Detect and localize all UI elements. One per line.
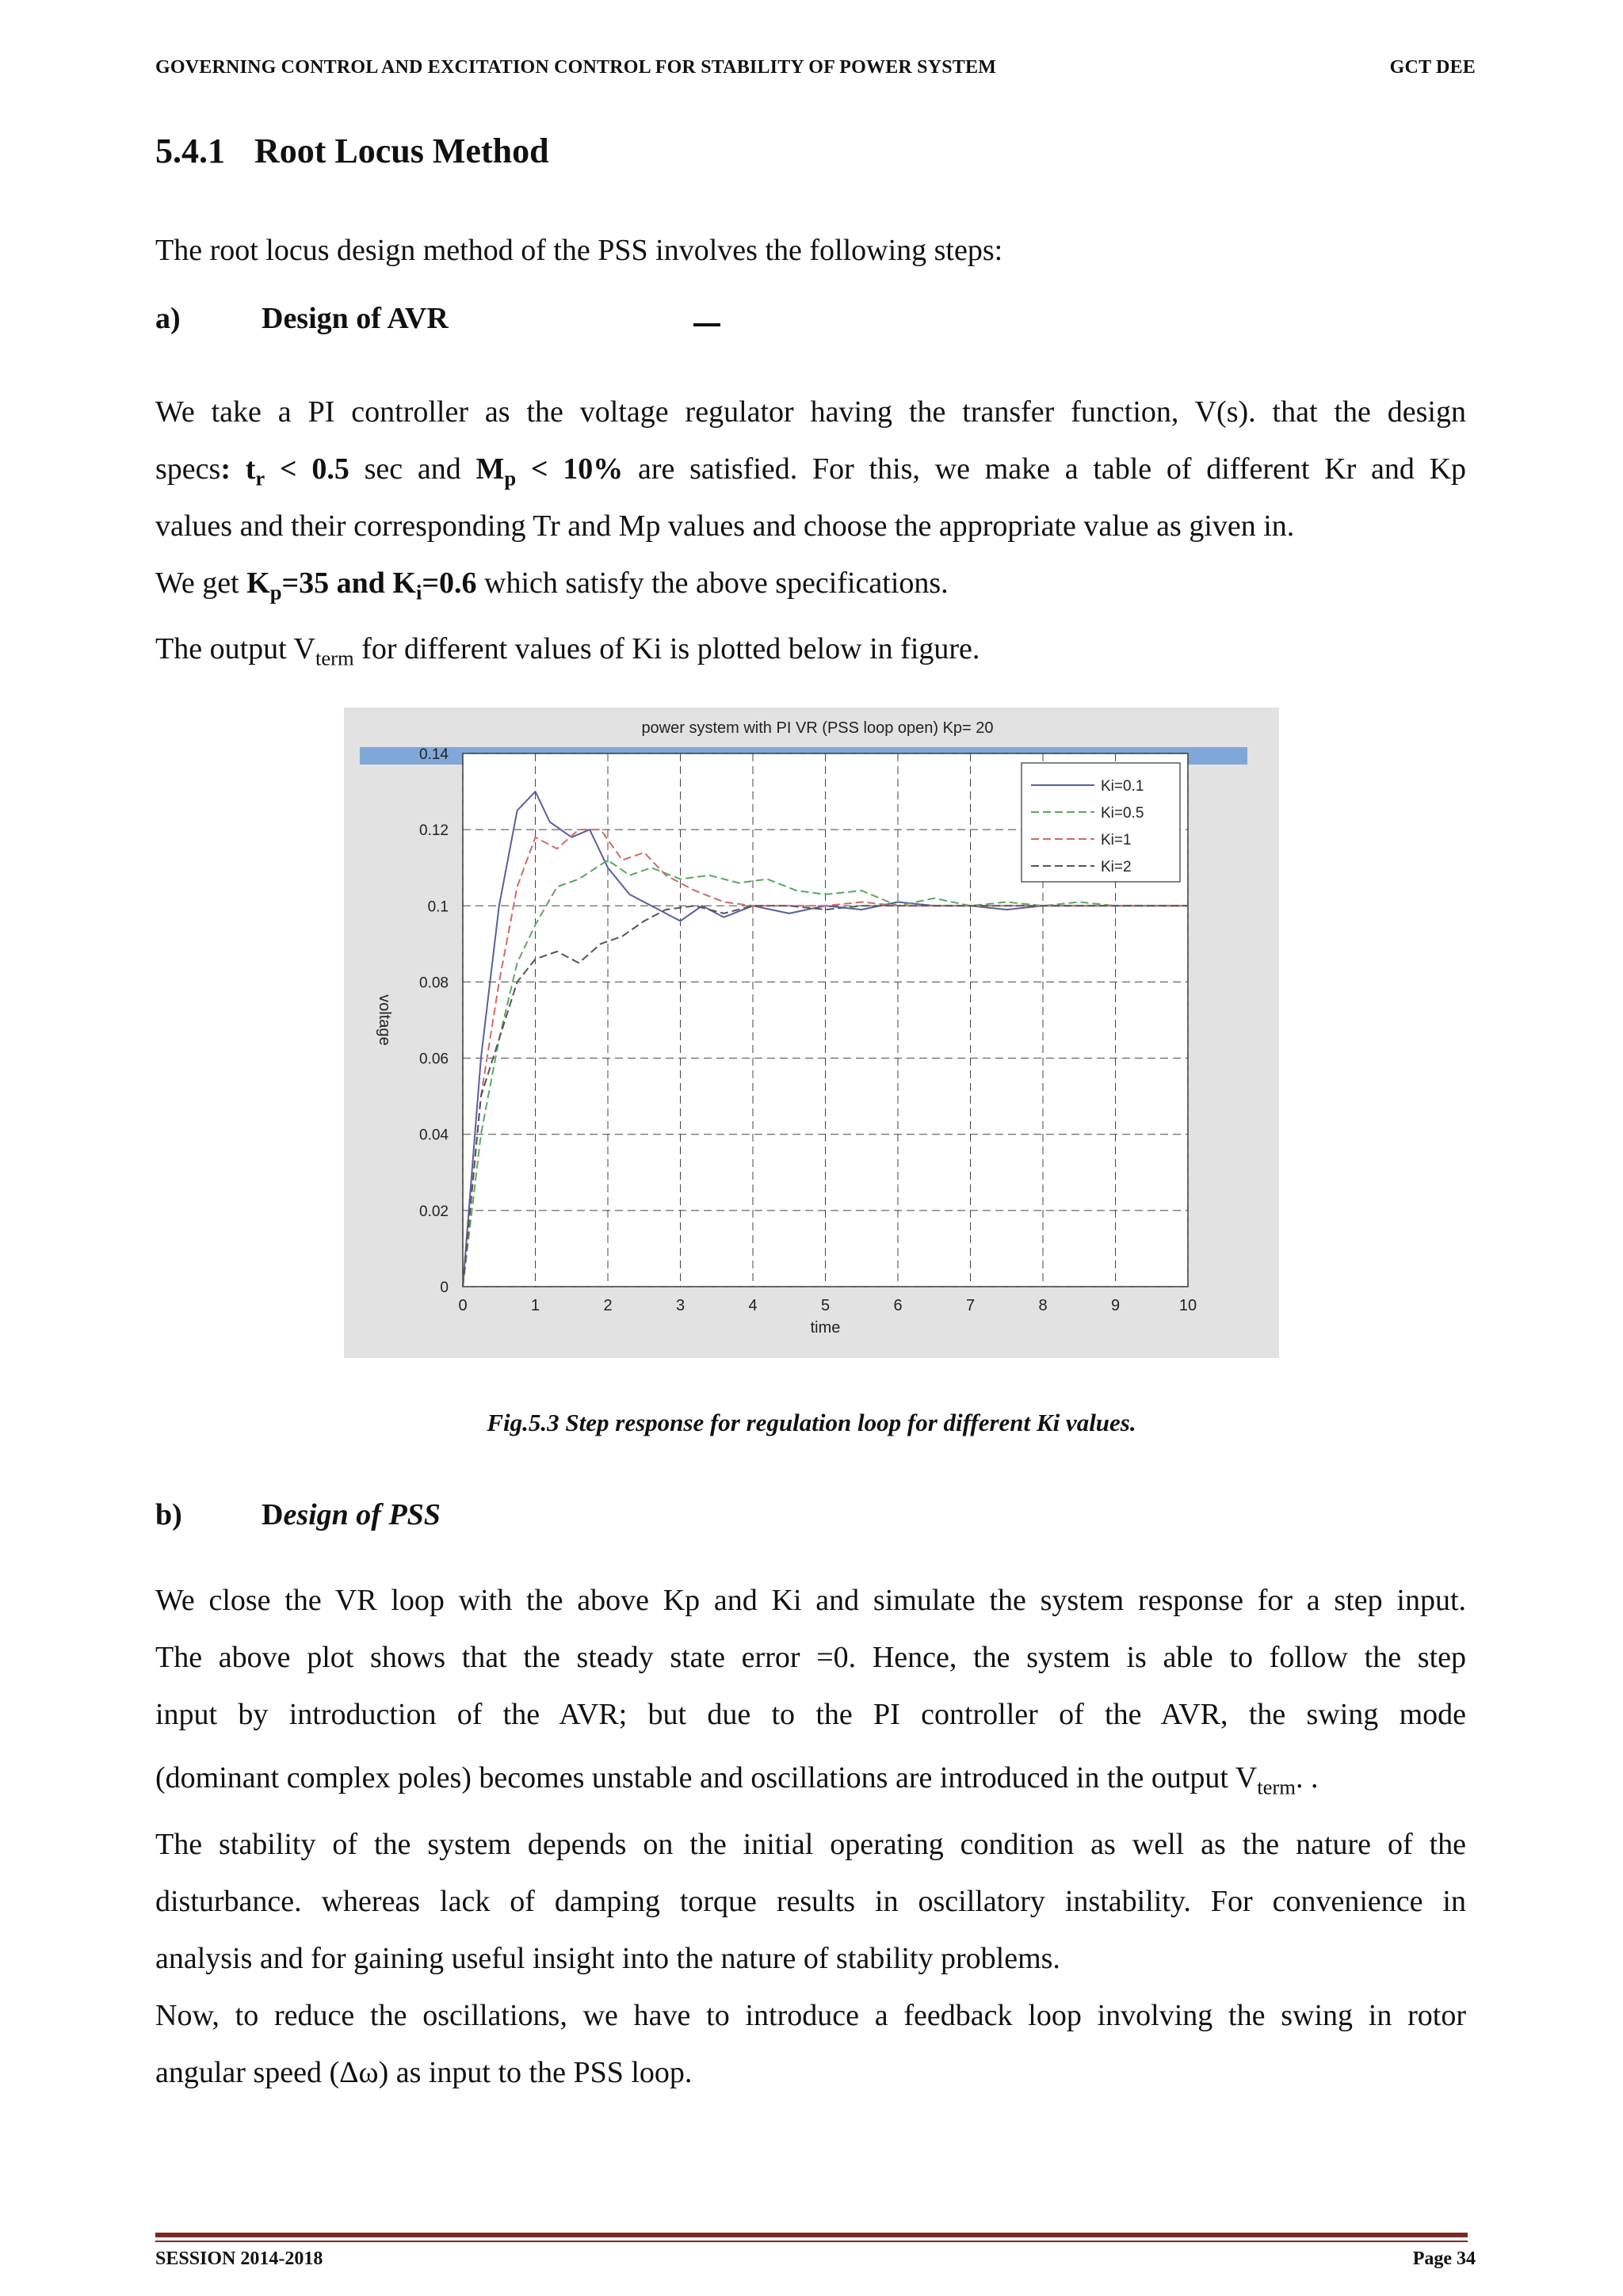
y-tick-label: 0 xyxy=(440,1280,449,1296)
footer-page-number: Page 34 xyxy=(1412,2248,1476,2269)
x-tick-label: 6 xyxy=(893,1297,903,1314)
spec-connector: sec and xyxy=(349,452,476,486)
legend-entry: Ki=0.1 xyxy=(1101,778,1144,795)
para-b-line1: We close the VR loop with the above Kp and Ki and simulate the system response for a step input. xyxy=(155,1584,1466,1617)
x-tick-label: 2 xyxy=(603,1297,613,1314)
para-b-line2: The above plot shows that the steady state error =0. Hence, the system is able to follow the step xyxy=(155,1641,1466,1674)
legend-entry: Ki=0.5 xyxy=(1101,805,1144,822)
spec-rest: are satisfied. For this, we make a table of different Kr and Kp xyxy=(623,452,1467,486)
specs-word: specs xyxy=(155,452,221,486)
section-number: 5.4.1 xyxy=(155,132,225,170)
step-response-figure xyxy=(344,707,1279,1358)
step-response-chart xyxy=(344,707,1279,1358)
x-tick-label: 5 xyxy=(820,1297,831,1314)
y-tick-label: 0.1 xyxy=(427,898,449,916)
x-axis-label: time xyxy=(810,1319,841,1337)
para-b-line6: disturbance. whereas lack of damping torque results in oscillatory instability. For convenience in xyxy=(155,1885,1466,1918)
para-a-line4: We get $K_p=35$ and $K_i=0.6$ which satisfy the above specifications. xyxy=(155,566,949,605)
footer-rule-thick xyxy=(155,2233,1468,2237)
x-tick-label: 1 xyxy=(530,1297,540,1314)
x-tick-label: 4 xyxy=(748,1297,758,1314)
step-a-label: a) xyxy=(155,302,181,335)
x-tick-label: 0 xyxy=(458,1297,468,1314)
x-tick-label: 7 xyxy=(965,1297,976,1314)
step-a-heading xyxy=(155,301,449,336)
y-tick-label: 0.14 xyxy=(419,746,449,763)
para-b-line7: analysis and for gaining useful insight into the nature of stability problems. xyxy=(155,1942,1060,1975)
legend-entry: Ki=2 xyxy=(1101,859,1132,875)
para-a-line3: values and their corresponding Tr and Mp values and choose the appropriate value as given in. xyxy=(155,509,1295,543)
y-tick-label: 0.08 xyxy=(419,974,449,992)
step-b-label: b) xyxy=(155,1498,182,1531)
step-b-initial: D xyxy=(262,1498,284,1531)
para-b-line9: angular speed (Δω) as input to the PSS loop. xyxy=(155,2056,693,2089)
step-b-heading xyxy=(155,1497,441,1532)
x-tick-label: 8 xyxy=(1038,1297,1048,1314)
y-tick-label: 0.12 xyxy=(419,822,449,840)
x-tick-label: 9 xyxy=(1110,1297,1121,1314)
specs-colon: : xyxy=(220,452,246,486)
para-b-line3: input by introduction of the AVR; but due to the PI controller of the AVR, the swing mode xyxy=(155,1698,1466,1731)
section-heading xyxy=(155,131,549,171)
running-header-dept: GCT DEE xyxy=(1389,57,1476,78)
y-tick-label: 0.02 xyxy=(419,1203,449,1220)
step-a-title: Design of AVR xyxy=(262,302,449,335)
x-tick-label: 3 xyxy=(675,1297,685,1314)
mp-spec: $M_p < 10\%$ xyxy=(475,452,624,490)
para-b-line8: Now, to reduce the oscillations, we have to introduce a feedback loop involving the swing in rotor xyxy=(155,1999,1466,2032)
intro-paragraph: The root locus design method of the PSS involves the following steps: xyxy=(155,234,1003,267)
underline-mark xyxy=(693,323,720,326)
step-b-title: esign of PSS xyxy=(283,1498,441,1531)
y-axis-label: voltage xyxy=(376,994,393,1046)
figure-caption: Fig.5.3 Step response for regulation loop for different Ki values. xyxy=(487,1409,1136,1436)
x-tick-label: 10 xyxy=(1178,1297,1197,1314)
footer-session: SESSION 2014-2018 xyxy=(155,2248,323,2269)
tr-spec: $t_r < 0.5$ xyxy=(245,452,349,490)
legend-entry: Ki=1 xyxy=(1101,832,1132,849)
section-title: Root Locus Method xyxy=(254,132,549,170)
chart-title: power system with PI VR (PSS loop open) Kp= 20 xyxy=(641,719,994,737)
para-b-line5: The stability of the system depends on the initial operating condition as well as the nature of the xyxy=(155,1828,1466,1861)
running-header-title: GOVERNING CONTROL AND EXCITATION CONTROL FOR STABILITY OF POWER SYSTEM xyxy=(155,57,997,78)
footer-rule-thin xyxy=(155,2241,1468,2242)
para-b-line4: (dominant complex poles) becomes unstable and oscillations are introduced in the output $V_{term}$. . xyxy=(155,1761,1319,1799)
gain-values: $K_p=35$ and $K_i=0.6$ xyxy=(246,566,477,605)
para-a2: The output $V_{term}$ for different values of Ki is plotted below in figure. xyxy=(155,632,980,670)
para-a-line1: We take a PI controller as the voltage regulator having the transfer function, V(s). that the design xyxy=(155,395,1466,429)
y-tick-label: 0.04 xyxy=(419,1127,449,1144)
y-tick-label: 0.06 xyxy=(419,1051,449,1068)
